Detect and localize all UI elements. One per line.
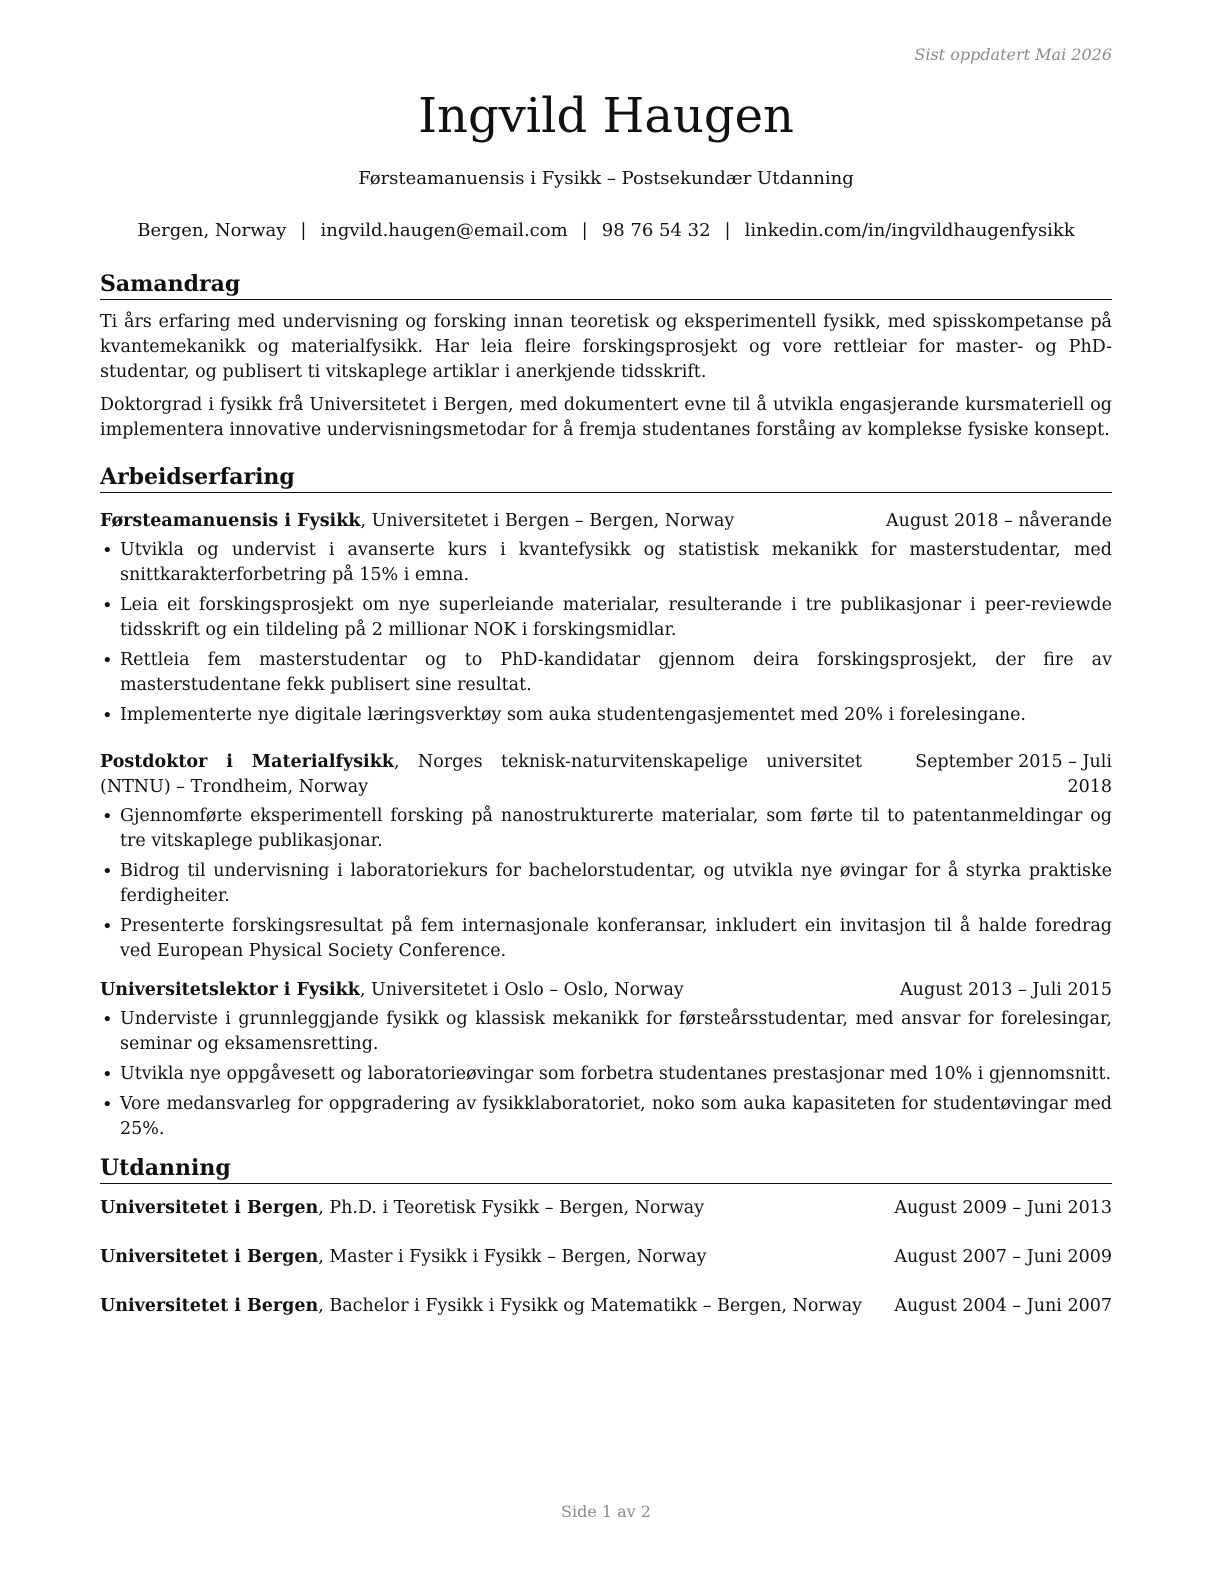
education-detail: , Master i Fysikk i Fysikk – Bergen, Norway <box>318 1247 707 1267</box>
job-dates: August 2013 – Juli 2015 <box>900 980 1112 1000</box>
education-dates: August 2004 – Juni 2007 <box>894 1296 1112 1316</box>
bullet-item: • Implementerte nye digitale læringsverktøy som auka studentengasjementet med 20% i forelesingane. <box>100 703 1112 728</box>
contact-line <box>100 220 1112 241</box>
education-school: Universitetet i Bergen <box>100 1296 319 1316</box>
job-entry <box>100 978 1112 1142</box>
contact-separator: | <box>581 220 588 241</box>
job-header <box>100 509 1112 534</box>
job-title: Førsteamanuensis i Fysikk <box>100 511 361 531</box>
contact-linkedin[interactable]: linkedin.com/in/ingvildhaugenfysikk <box>744 220 1075 241</box>
job-organization: , Norges teknisk-naturvitenskapelige universitet (NTNU) – Trondheim, Norway <box>100 752 862 797</box>
bullet-item: • Gjennomførte eksperimentell forsking på nanostrukturerte materialar, som førte til to patentanmeldingar og tre vitskaplege publikasjonar. <box>100 804 1112 854</box>
summary-section <box>100 270 1112 443</box>
education-entry <box>100 1245 1112 1270</box>
contact-separator: | <box>300 220 307 241</box>
section-title-education: Utdanning <box>100 1154 1112 1184</box>
job-entry <box>100 750 1112 964</box>
person-name: Ingvild Haugen <box>418 88 794 144</box>
job-bullets <box>100 1007 1112 1142</box>
education-entry <box>100 1294 1112 1319</box>
education-detail: , Bachelor i Fysikk i Fysikk og Matematikk – Bergen, Norway <box>318 1296 863 1316</box>
bullet-item: • Leia eit forskingsprosjekt om nye superleiande materialar, resulterande i tre publikasjonar i peer-reviewde tidsskrift og ein tildeling på 2 millionar NOK i forskingsmidlar. <box>100 593 1112 643</box>
last-updated: Sist oppdatert Mai 2026 <box>914 45 1112 64</box>
education-entry <box>100 1196 1112 1221</box>
contact-email[interactable]: ingvild.haugen@email.com <box>320 220 568 241</box>
bullet-item: • Rettleia fem masterstudentar og to PhD-kandidatar gjennom deira forskingsprosjekt, der fire av masterstudentane fekk publisert sine resultat. <box>100 648 1112 698</box>
job-dates: August 2018 – nåverande <box>886 511 1112 531</box>
education-dates: August 2009 – Juni 2013 <box>894 1198 1112 1218</box>
bullet-item: • Utvikla nye oppgåvesett og laboratorieøvingar som forbetra studentanes prestasjonar med 10% i gjennomsnitt. <box>100 1062 1112 1087</box>
bullet-item: • Utvikla og undervist i avanserte kurs i kvantefysikk og statistisk mekanikk for masterstudentar, med snittkarakterforbetring på 15% i emna. <box>100 538 1112 588</box>
contact-phone: 98 76 54 32 <box>601 220 711 241</box>
job-title: Universitetslektor i Fysikk <box>100 980 360 1000</box>
page-number: Side 1 av 2 <box>561 1502 651 1521</box>
job-dates: September 2015 – Juli 2018 <box>915 752 1112 797</box>
job-bullets <box>100 538 1112 728</box>
job-entry <box>100 509 1112 728</box>
job-title: Postdoktor i Materialfysikk <box>100 752 394 772</box>
education-section <box>100 1154 1112 1319</box>
bullet-item: • Underviste i grunnleggjande fysikk og klassisk mekanikk for førsteårsstudentar, med ansvar for forelesingar, seminar og eksamensretting. <box>100 1007 1112 1057</box>
contact-separator: | <box>724 220 731 241</box>
bullet-item: • Presenterte forskingsresultat på fem internasjonale konferansar, inkludert ein invitasjon til å halde foredrag ved European Physical Society Conference. <box>100 914 1112 964</box>
job-bullets <box>100 804 1112 964</box>
education-school: Universitetet i Bergen <box>100 1198 319 1218</box>
experience-section <box>100 463 1112 1147</box>
job-header <box>100 978 1112 1003</box>
section-title-experience: Arbeidserfaring <box>100 463 1112 493</box>
summary-paragraph: Ti års erfaring med undervisning og forsking innan teoretisk og eksperimentell fysikk, med spisskompetanse på kvantemekanikk og materialfysikk. Har leia fleire forskingsprosjekt og vore rettleiar for master- og PhD-studentar, og publisert ti vitskaplege artiklar i anerkjende tidsskrift. <box>100 312 1112 382</box>
job-organization: , Universitetet i Oslo – Oslo, Norway <box>359 980 684 1000</box>
headline: Førsteamanuensis i Fysikk – Postsekundær Utdanning <box>358 168 854 189</box>
resume-page <box>100 0 1112 1584</box>
education-detail: , Ph.D. i Teoretisk Fysikk – Bergen, Norway <box>318 1198 705 1218</box>
job-organization: , Universitetet i Bergen – Bergen, Norway <box>360 511 735 531</box>
contact-location: Bergen, Norway <box>137 220 287 241</box>
summary-paragraph: Doktorgrad i fysikk frå Universitetet i Bergen, med dokumentert evne til å utvikla engasjerande kursmateriell og implementera innovative undervisningsmetodar for å fremja studentanes forståing av komplekse fysiske konsept. <box>100 395 1112 440</box>
job-header <box>100 750 1112 800</box>
bullet-item: • Vore medansvarleg for oppgradering av fysikklaboratoriet, noko som auka kapasiteten for studentøvingar med 25%. <box>100 1092 1112 1142</box>
bullet-item: • Bidrog til undervisning i laboratoriekurs for bachelorstudentar, og utvikla nye øvingar for å styrka praktiske ferdigheiter. <box>100 859 1112 909</box>
education-dates: August 2007 – Juni 2009 <box>894 1247 1112 1267</box>
education-school: Universitetet i Bergen <box>100 1247 319 1267</box>
section-title-summary: Samandrag <box>100 270 1112 300</box>
